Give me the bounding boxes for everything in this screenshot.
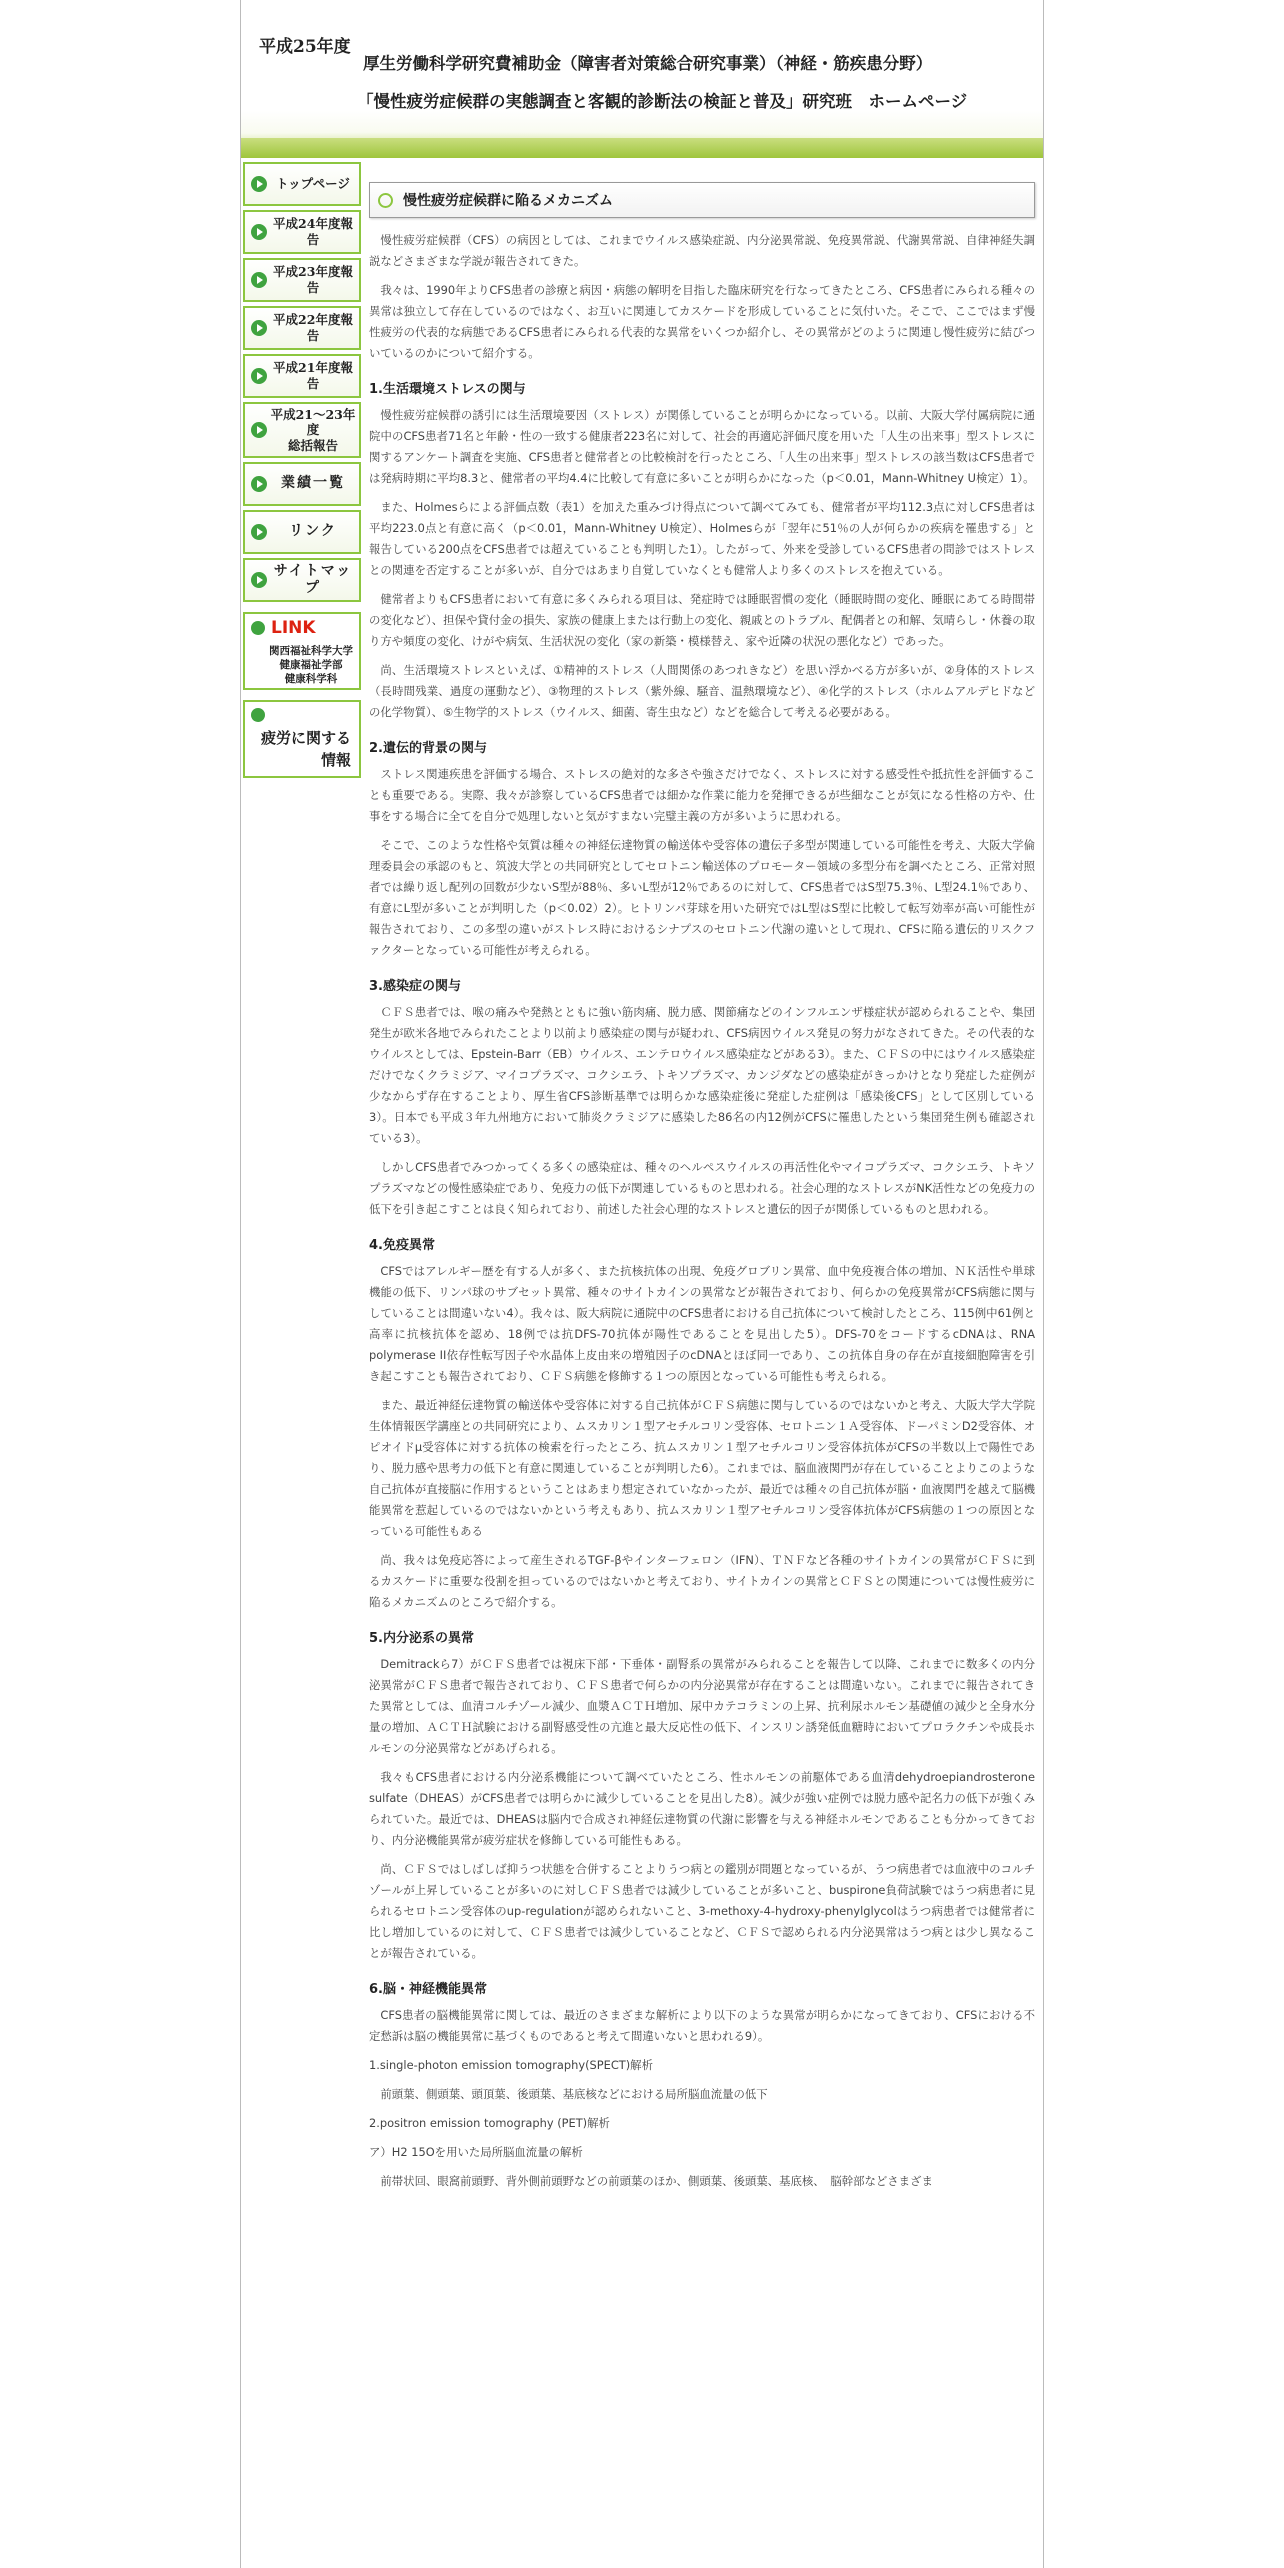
link-banner-line: 健康科学科 [284,673,338,686]
nav-h23-report[interactable] [243,258,361,302]
nav-links[interactable] [243,510,361,554]
section-heading: 5.内分泌系の異常 [369,1631,474,1646]
paragraph: 我々もCFS患者における内分泌系機能について調べていたところ、性ホルモンの前駆体である血清dehydroepiandrosterone sulfate（DHEAS）がCFS患者では明らかに減少していることを見出した8）。減少が強い症例では脱力感や記名力の低下が強くみられていた。最近では、DHEASは脳内で合成され神経伝達物質の代謝に影響を与える神経ホルモンであることも分かってきており、内分泌機能異常が疲労症状を修飾している可能性もある。 [369,1770,1035,1847]
nav-h21-report[interactable] [243,354,361,398]
nav-h21-23-summary[interactable] [243,402,361,458]
arrow-right-icon [251,572,267,588]
arrow-right-icon [251,524,267,540]
section-heading: 1.生活環境ストレスの関与 [369,382,526,397]
nav-label: 平成24年度報告 [273,216,353,247]
paragraph: 我々は、1990年よりCFS患者の診療と病因・病態の解明を目指した臨床研究を行なってきたところ、CFS患者にみられる種々の異常は独立して存在しているのではなく、お互いに関連してカスケードを形成していることに気付いた。そこで、ここではまず慢性疲労の代表的な病態であるCFS患者にみられる代表的な異常をいくつか紹介し、その異常がどのように関連し慢性疲労に結びついているのかについて紹介する。 [369,283,1035,360]
paragraph: 尚、我々は免疫応答によって産生されるTGF-βやインターフェロン（IFN）、ＴＮＦなど各種のサイトカインの異常がＣＦＳに到るカスケードに重要な役割を担っているのではないかと考えており、サイトカインの異常とＣＦＳとの関連については慢性疲労に陥るメカニズムのところで紹介する。 [369,1553,1035,1609]
paragraph: また、Holmesらによる評価点数（表1）を加えた重みづけ得点について調べてみても、健常者が平均112.3点に対しCFS患者は平均223.0点と有意に高く（p＜0.01，Mann-Whitney U検定）、Holmesらが「翌年に51％の人が何らかの疾病を罹患する」と報告している200点をCFS患者では超えていることも判明した1）。したがって、外来を受診しているCFS患者の問診ではストレスとの関連を否定することが多いが、自分ではあまり自覚していなくとも健常人より多くのストレスを抱えている。 [369,500,1035,577]
article-body [369,230,1035,2192]
nav-h24-report[interactable] [243,210,361,254]
circle-bullet-icon [378,193,393,208]
link-banner-title: LINK [271,618,316,638]
nav-label: 平成23年度報告 [273,264,353,295]
nav-label: トップページ [276,176,350,192]
header-site-title[interactable]: 「慢性疲労症候群の実態調査と客観的診断法の検証と普及」研究班 ホームページ [357,92,968,111]
nav-top-page[interactable] [243,162,361,206]
section-heading: 3.感染症の関与 [369,979,461,994]
paragraph: CFSではアレルギー歴を有する人が多く、また抗核抗体の出現、免疫グロブリン異常、血中免疫複合体の増加、ＮＫ活性や単球機能の低下、リンパ球のサブセット異常、種々のサイトカインの異常などが報告されており、何らかの免疫異常がCFS病態に関与していることは間違いない4）。我々は、阪大病院に通院中のCFS患者における自己抗体について検討したところ、115例中61例と高率に抗核抗体を認め、18例では抗DFS-70抗体が陽性であることを見出した5）。DFS-70をコードするcDNAは、RNA polymerase II依存性転写因子や水晶体上皮由来の増殖因子のcDNAとほぼ同一であり、この抗体自身の存在が直接細胞障害を引き起こすことも報告されており、ＣＦＳ病態を修飾する１つの原因となっている可能性も考えられる。 [369,1264,1035,1383]
paragraph: 尚、ＣＦＳではしばしば抑うつ状態を合併することよりうつ病との鑑別が問題となっているが、うつ病患者では血液中のコルチゾールが上昇していることが多いのに対しＣＦＳ患者では減少していることが多いこと、buspirone負荷試験ではうつ病患者に見られるセロトニン受容体のup-regulationが認められないこと、3-methoxy-4-hydroxy-phenylglycolはうつ病患者では健常者に比し増加しているのに対して、ＣＦＳ患者では減少していることなど、ＣＦＳで認められる内分泌異常はうつ病とは少し異なることが報告されている。 [369,1862,1035,1960]
header-grass-band [241,138,1043,158]
arrow-right-icon [251,176,267,192]
fatigue-info-banner[interactable] [243,700,361,778]
site-header [241,0,1043,158]
page-frame [240,0,1044,2568]
nav-label: リンク [289,523,337,540]
paragraph: また、最近神経伝達物質の輸送体や受容体に対する自己抗体がＣＦＳ病態に関与しているのではないかと考え、大阪大学大学院生体情報医学講座との共同研究により、ムスカリン１型アセチルコリン受容体、セロトニン１Ａ受容体、ドーパミンD2受容体、オピオイドμ受容体に対する抗体の検索を行ったところ、抗ムスカリン１型アセチルコリン受容体抗体がCFSの半数以上で陽性であり、脱力感や思考力の低下と有意に関連していることが判明した6）。これまでは、脳血液関門が存在していることよりこのような自己抗体が直接脳に作用するということはあまり想定されていなかったが、最近では種々の自己抗体が脳・血液関門を越えて脳機能異常を惹起しているのではないかという考えもあり、抗ムスカリン１型アセチルコリン受容体抗体がCFS病態の１つの原因となっている可能性もある [369,1398,1035,1538]
nav-label: 業績一覧 [281,475,345,492]
main-content [369,182,1035,2192]
fatigue-info-text [261,728,351,772]
paragraph: 1.single-photon emission tomography(SPECT)解析 [369,2058,653,2072]
arrow-right-icon [251,368,267,384]
paragraph: ＣＦＳ患者では、喉の痛みや発熱とともに強い筋肉痛、脱力感、関節痛などのインフルエンザ様症状が認められることや、集団発生が欧米各地でみられたことより以前より感染症の関与が疑われ、CFS病因ウイルス発見の努力がなされてきた。その代表的なウイルスとしては、Epstein-Barr（EB）ウイルス、エンテロウイルス感染症などがある3）。また、ＣＦＳの中にはウイルス感染症だけでなくクラミジア、マイコプラズマ、コクシエラ、トキソプラズマ、カンジダなどの感染症がきっかけとなり発症した症例が少なからず存在することより、厚生省CFS診断基準では明らかな感染症後に発症した症例は「感染後CFS」として区別している3）。日本でも平成３年九州地方において肺炎クラミジアに感染した86名の内12例がCFSに罹患したという集団発生例も確認されている3）。 [369,1005,1035,1145]
arrow-right-icon [251,422,267,438]
link-banner-text [269,644,353,687]
fatigue-info-line: 情報 [320,750,351,769]
link-banner-kansai-university[interactable] [243,612,361,690]
paragraph: ア）H2 15Oを用いた局所脳血流量の解析 [369,2145,583,2159]
paragraph: 尚、生活環境ストレスといえば、①精神的ストレス（人間関係のあつれきなど）を思い浮かべる方が多いが、②身体的ストレス（長時間残業、過度の運動など）、③物理的ストレス（紫外線、騒音、温熱環境など）、④化学的ストレス（ホルムアルデヒドなどの化学物質）、⑤生物学的ストレス（ウイルス、細菌、寄生虫など）などを総合して考える必要がある。 [369,663,1035,719]
sidebar [241,158,363,778]
paragraph: 前帯状回、眼窩前頭野、背外側前頭野などの前頭葉のほか、側頭葉、後頭葉、基底核、 脳幹部などさまざま [380,2174,933,2188]
fatigue-info-line: 疲労に関する [260,729,351,747]
arrow-right-icon [251,476,267,492]
nav-label [267,407,359,454]
arrow-right-icon [251,224,267,240]
paragraph: ストレス関連疾患を評価する場合、ストレスの絶対的な多さや強さだけでなく、ストレスに対する感受性や抵抗性を評価することも重要である。実際、我々が診察しているCFS患者では細かな作業に能力を発揮できるが些細なことが気になる性格の方や、仕事をする場合に全てを自分で処理しないと気がすまない完璧主義の方が多いように思われる。 [369,767,1035,823]
paragraph: 慢性疲労症候群（CFS）の病因としては、これまでウイルス感染症説、内分泌異常説、免疫異常説、代謝異常説、自律神経失調説などさまざまな学説が報告されてきた。 [369,233,1035,268]
section-title: 慢性疲労症候群に陥るメカニズム [403,193,613,209]
section-title-box [369,182,1035,218]
arrow-right-icon [251,320,267,336]
link-banner-line: 関西福祉科学大学 [269,645,353,657]
nav-label-line2: 総括報告 [287,437,338,453]
paragraph: 2.positron emission tomography (PET)解析 [369,2116,610,2130]
nav-publications[interactable] [243,462,361,506]
paragraph: 健常者よりもCFS患者において有意に多くみられる項目は、発症時では睡眠習慣の変化（睡眠時間の変化、睡眠にあてる時間帯の変化など）、担保や貸付金の損失、家族の健康上または行動上の変化、親戚とのトラブル、配偶者との和解、気晴らし・休養の取り方や頻度の変化、けがや病気、生活状況の変化（家の新築・模様替え、家や近隣の状況の悪化など）であった。 [369,592,1035,648]
section-heading: 4.免疫異常 [369,1238,435,1253]
paragraph: CFS患者の脳機能異常に関しては、最近のさまざまな解析により以下のような異常が明らかになってきており、CFSにおける不定愁訴は脳の機能異常に基づくものであると考えて間違いないと思われる9）。 [369,2008,1035,2043]
section-heading: 2.遺伝的背景の関与 [369,741,487,756]
paragraph: しかしCFS患者でみつかってくる多くの感染症は、種々のヘルペスウイルスの再活性化やマイコプラズマ、コクシエラ、トキソプラズマなどの慢性感染症であり、免疫力の低下が関連しているものと思われる。社会心理的なストレスがNK活性などの免疫力の低下を引き起こすことは良く知られており、前述した社会心理的なストレスと遺伝的因子が関係しているものと思われる。 [369,1160,1035,1216]
header-grant-title: 厚生労働科学研究費補助金（障害者対策総合研究事業）（神経・筋疾患分野） [363,54,933,73]
nav-label: サイトマップ [273,562,353,596]
header-year: 平成25年度 [259,37,351,57]
paragraph: そこで、このような性格や気質は種々の神経伝達物質の輸送体や受容体の遺伝子多型が関連している可能性を考え、大阪大学倫理委員会の承認のもと、筑波大学との共同研究としてセロトニン輸送体のプロモーター領域の多型分布を調べたところ、正常対照者では繰り返し配列の回数が少ないS型が88％、多いL型が12％であるのに対して、CFS患者ではS型75.3％、L型24.1％であり、有意にL型が多いことが判明した（p＜0.02）2）。ヒトリンパ芽球を用いた研究ではL型はS型に比較して転写効率が高い可能性が報告されており、この多型の違いがストレス時におけるシナプスのセロトニン代謝の違いとして現れ、CFSに陥る遺伝的リスクファクターとなっている可能性が考えられる。 [369,838,1035,957]
bullet-icon [251,621,265,635]
arrow-right-icon [251,272,267,288]
nav-label-line1: 平成21～23年度 [270,406,356,438]
paragraph: 前頭葉、側頭葉、頭頂葉、後頭葉、基底核などにおける局所脳血流量の低下 [380,2087,768,2101]
nav-label: 平成21年度報告 [273,360,353,391]
bullet-icon [251,708,265,722]
paragraph: 慢性疲労症候群の誘引には生活環境要因（ストレス）が関係していることが明らかになっている。以前、大阪大学付属病院に通院中のCFS患者71名と年齢・性の一致する健康者223名に対して、社会的再適応評価尺度を用いた「人生の出来事」型ストレスに関するアンケート調査を実施、CFS患者と健常者との比較検討を行ったところ、「人生の出来事」型ストレスの該当数はCFS患者では発病時期に平均8.3と、健常者の平均4.4に比較して有意に多いことが明らかになった（p＜0.01，Mann-Whitney U検定）1）。 [369,408,1035,485]
link-banner-header [251,618,316,638]
link-banner-line: 健康福祉学部 [279,659,343,672]
nav-sitemap[interactable] [243,558,361,602]
nav-label: 平成22年度報告 [273,312,353,343]
section-heading: 6.脳・神経機能異常 [369,1982,487,1997]
paragraph: Demitrackら7）がＣＦＳ患者では視床下部・下垂体・副腎系の異常がみられることを報告して以降、これまでに数多くの内分泌異常がＣＦＳ患者で報告されており、ＣＦＳ患者で何らかの内分泌異常が存在することは間違いない。これまでに報告されてきた異常としては、血清コルチゾール減少、血漿ＡＣＴＨ増加、尿中カテコラミンの上昇、抗利尿ホルモン基礎値の減少と全身水分量の増加、ＡＣＴＨ試験における副腎感受性の亢進と最大反応性の低下、インスリン誘発低血糖時においてプロラクチンや成長ホルモンの分泌異常などがあげられる。 [369,1657,1035,1755]
nav-h22-report[interactable] [243,306,361,350]
